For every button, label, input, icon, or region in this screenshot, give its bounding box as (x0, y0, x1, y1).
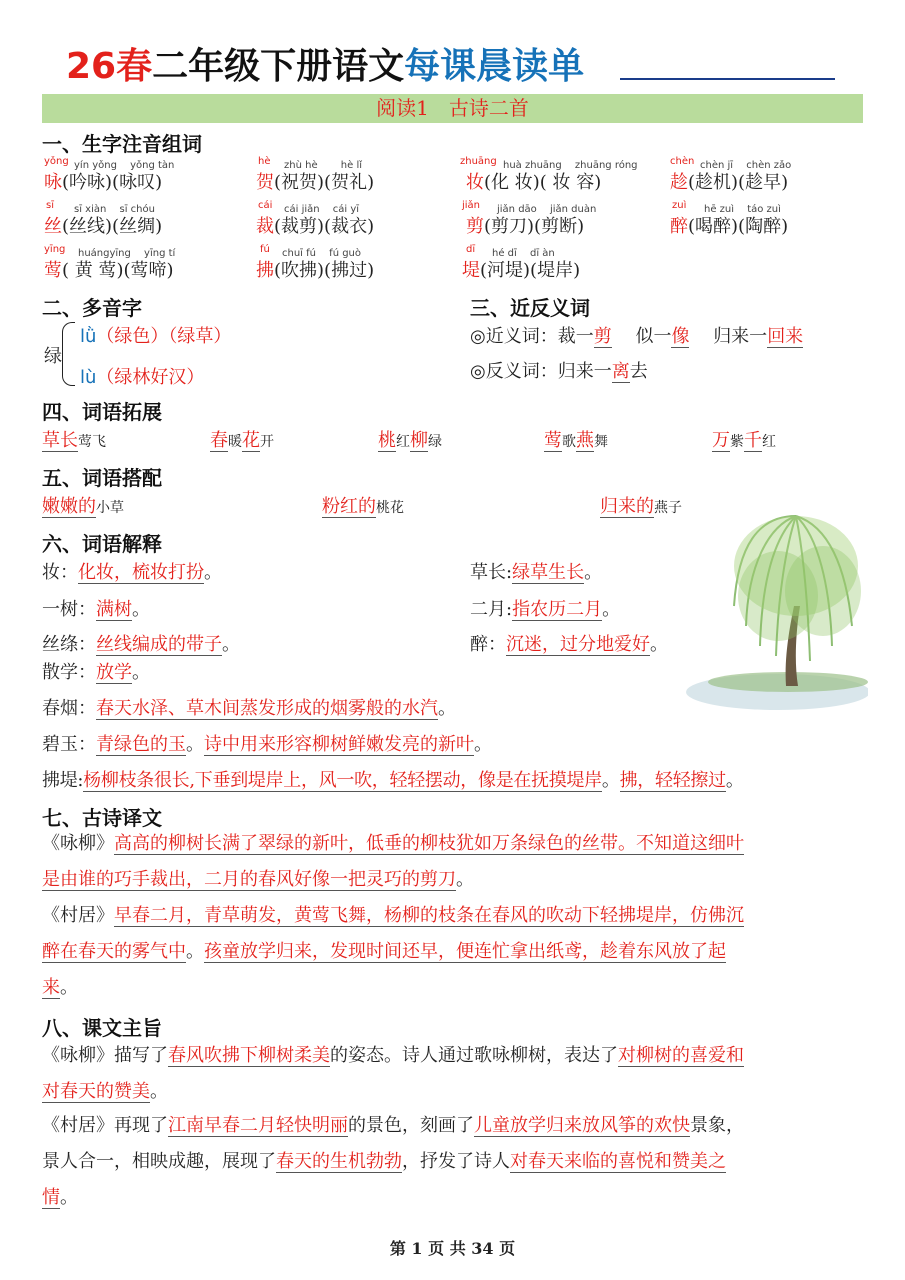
definition: 草长:绿草生长。 (470, 562, 603, 583)
willow-illustration (668, 496, 868, 722)
char-entry: 拂(吹拂)(拂过) (256, 260, 375, 281)
section-title-4: 四、词语拓展 (42, 400, 162, 424)
polyphone-char: 绿 (44, 346, 62, 367)
title-underline (620, 78, 835, 80)
section-title-6: 六、词语解释 (42, 532, 162, 556)
char-entry: 裁(裁剪)(裁衣) (256, 216, 375, 237)
theme-cunju: 《村居》再现了江南早春二月轻快明丽的景色，刻画了儿童放学归来放风筝的欢快景象， 景人合一，相映成趣，展现了春天的生机勃勃，抒发了诗人对春天来临的喜悦和赞美之 情。 (42, 1115, 744, 1208)
definition: 妆：化妆，梳妆打扮。 (42, 562, 222, 583)
pinyin-words: huángyīng yīng tí (78, 248, 176, 259)
section-title-7: 七、古诗译文 (42, 806, 162, 830)
page-title (66, 38, 584, 89)
pinyin-char: yīng (44, 244, 66, 255)
lesson-banner: 阅读1 古诗二首 (42, 94, 863, 123)
char-entry: 剪(剪刀)(剪断) (466, 216, 585, 237)
char-entry: 妆(化 妆)( 妆 容) (466, 172, 602, 193)
pinyin-words: chèn jī chèn zǎo (700, 160, 792, 171)
theme-yongliu: 《咏柳》描写了春风吹拂下柳树柔美的姿态。诗人通过歌咏柳树，表达了对柳树的喜爱和 对春天的赞美。 (42, 1045, 744, 1102)
collocation-item: 归来的燕子 (600, 496, 682, 517)
section-title-2: 二、多音字 (42, 296, 142, 320)
pinyin-words: yín yǒng yǒng tàn (74, 160, 175, 171)
pinyin-char: yǒng (44, 156, 69, 167)
page-footer: 第 1 页 共 34 页 (389, 1239, 516, 1258)
synonyms: ◎近义词：裁一剪 似一像 归来一回来 (470, 326, 804, 347)
word-expansion-item: 草长莺飞 (42, 430, 106, 451)
char-entry: 醉(喝醉)(陶醉) (670, 216, 789, 237)
pinyin-words: sī xiàn sī chóu (74, 204, 155, 215)
char-entry: 丝(丝线)(丝绸) (44, 216, 163, 237)
pinyin-char: cái (258, 200, 273, 211)
char-entry: 贺(祝贺)(贺礼) (256, 172, 375, 193)
pinyin-words: zhù hè hè lǐ (284, 160, 362, 171)
section-title-1: 一、生字注音组词 (42, 132, 202, 156)
char-entry: 趁(趁机)(趁早) (670, 172, 789, 193)
word-expansion-item: 春暖花开 (210, 430, 274, 451)
definition: 拂堤:杨柳枝条很长,下垂到堤岸上，风一吹，轻轻摆动，像是在抚摸堤岸。拂，轻轻擦过。 (42, 770, 744, 791)
pinyin-words: hē zuì táo zuì (704, 204, 781, 215)
section-title-3: 三、近反义词 (470, 296, 590, 320)
pinyin-words: jiǎn dāo jiǎn duàn (497, 204, 597, 215)
translation-yongliu: 《咏柳》高高的柳树长满了翠绿的新叶，低垂的柳枝犹如万条绿色的丝带。不知道这细叶 是由谁的巧手裁出，二月的春风好像一把灵巧的剪刀。 (42, 833, 744, 890)
definition: 二月:指农历二月。 (470, 599, 621, 620)
pinyin-char: dī (466, 244, 476, 255)
pinyin-words: chuī fú fú guò (282, 248, 362, 259)
word-expansion-item: 桃红柳绿 (378, 430, 442, 451)
collocation-item: 嫩嫩的小草 (42, 496, 124, 517)
pinyin-words: cái jiǎn cái yī (284, 204, 360, 215)
polyphone-reading-1: lǜ（绿色）（绿草） (80, 326, 232, 347)
collocation-item: 粉红的桃花 (322, 496, 404, 517)
definition: 丝绦：丝线编成的带子。 (42, 634, 240, 655)
pinyin-char: zuì (672, 200, 687, 211)
pinyin-char: fú (260, 244, 270, 255)
definition: 碧玉：青绿色的玉。诗中用来形容柳树鲜嫩发亮的新叶。 (42, 734, 492, 755)
pinyin-char: jiǎn (462, 200, 481, 211)
word-expansion-item: 万紫千红 (712, 430, 776, 451)
section-title-5: 五、词语搭配 (42, 466, 162, 490)
pinyin-char: hè (258, 156, 271, 167)
pinyin-words: hé dī dī àn (492, 248, 555, 259)
definition: 醉：沉迷，过分地爱好。 (470, 634, 668, 655)
title-doc-type: 每课晨读单 (404, 46, 585, 87)
definition: 春烟：春天水泽、草木间蒸发形成的烟雾般的水汽。 (42, 698, 456, 719)
word-expansion-item: 莺歌燕舞 (544, 430, 608, 451)
pinyin-char: chèn (670, 156, 695, 167)
char-entry: 咏(吟咏)(咏叹) (44, 172, 163, 193)
pinyin-char: sī (46, 200, 54, 211)
section-title-8: 八、课文主旨 (42, 1016, 162, 1040)
translation-cunju: 《村居》早春二月，青草萌发，黄莺飞舞，杨柳的枝条在春风的吹动下轻拂堤岸，仿佛沉 醉在春天的雾气中。孩童放学归来，发现时间还早，便连忙拿出纸鸢，趁着东风放了起 来。 (42, 905, 744, 998)
polyphone-reading-2: lù（绿林好汉） (80, 367, 205, 388)
title-grade-term: 26春 (66, 46, 153, 87)
pinyin-char: zhuāng (460, 156, 497, 167)
definition: 一树：满树。 (42, 599, 150, 620)
char-entry: 莺( 黄 莺)(莺啼) (44, 260, 174, 281)
brace (62, 322, 75, 386)
title-subject: 二年级下册语文 (152, 46, 405, 87)
antonyms: ◎反义词：归来一离去 (470, 361, 648, 382)
definition: 散学：放学。 (42, 662, 150, 683)
pinyin-words: huà zhuāng zhuāng róng (503, 160, 638, 171)
char-entry: 堤(河堤)(堤岸) (462, 260, 581, 281)
